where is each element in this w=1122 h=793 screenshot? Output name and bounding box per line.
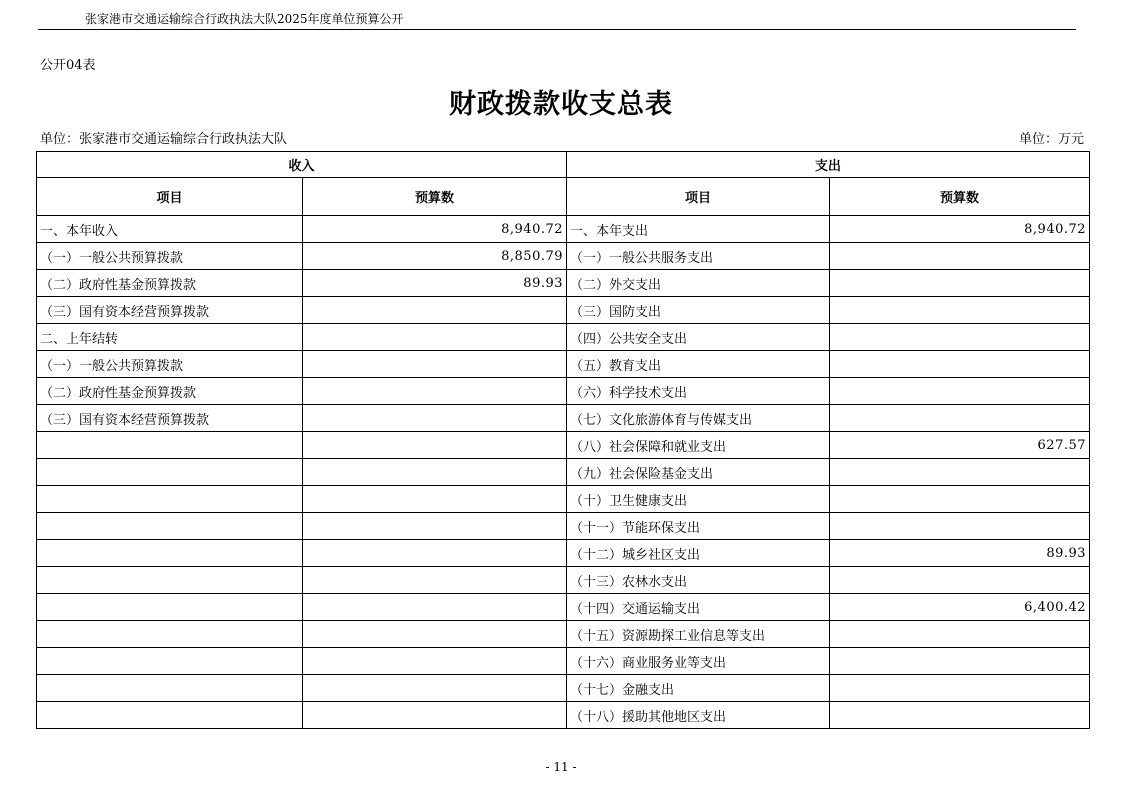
income-value-cell: 8,850.79 xyxy=(303,243,567,270)
expense-value-cell xyxy=(830,243,1090,270)
table-row xyxy=(37,297,1090,324)
income-value-cell xyxy=(303,432,567,459)
expense-value-cell: 6,400.42 xyxy=(830,594,1090,621)
income-value-cell: 89.93 xyxy=(303,270,567,297)
table-row xyxy=(37,567,1090,594)
table-row xyxy=(37,324,1090,351)
income-value-cell xyxy=(303,486,567,513)
expense-value-cell xyxy=(830,270,1090,297)
table-row xyxy=(37,432,1090,459)
income-item-cell xyxy=(37,432,303,459)
income-value-cell xyxy=(303,567,567,594)
expense-budget-header: 预算数 xyxy=(830,178,1090,216)
table-row xyxy=(37,270,1090,297)
expense-item-cell: （十八）援助其他地区支出 xyxy=(567,702,830,729)
expense-item-cell: （七）文化旅游体育与传媒支出 xyxy=(567,405,830,432)
expense-item-cell: （十五）资源勘探工业信息等支出 xyxy=(567,621,830,648)
income-value-cell xyxy=(303,378,567,405)
income-value-cell xyxy=(303,459,567,486)
header-text: 张家港市交通运输综合行政执法大队2025年度单位预算公开 xyxy=(85,12,404,26)
unit-label-currency: 单位：万元 xyxy=(1018,132,1084,147)
expense-item-cell: （十二）城乡社区支出 xyxy=(567,540,830,567)
expense-value-cell xyxy=(830,648,1090,675)
table-row xyxy=(37,540,1090,567)
income-value-cell xyxy=(303,324,567,351)
expense-value-cell xyxy=(830,324,1090,351)
expense-item-cell: （十六）商业服务业等支出 xyxy=(567,648,830,675)
table-row xyxy=(37,351,1090,378)
expense-item-cell: （四）公共安全支出 xyxy=(567,324,830,351)
expense-item-cell: （十）卫生健康支出 xyxy=(567,486,830,513)
table-row xyxy=(37,675,1090,702)
expense-item-cell: （十一）节能环保支出 xyxy=(567,513,830,540)
income-item-cell xyxy=(37,486,303,513)
income-budget-header: 预算数 xyxy=(303,178,567,216)
expense-item-cell: （三）国防支出 xyxy=(567,297,830,324)
table-row xyxy=(37,702,1090,729)
income-item-cell: （三）国有资本经营预算拨款 xyxy=(37,297,303,324)
expense-value-cell xyxy=(830,513,1090,540)
expense-group-header: 支出 xyxy=(567,152,1090,178)
table-row xyxy=(37,216,1090,243)
budget-table xyxy=(36,151,1090,729)
expense-value-cell xyxy=(830,378,1090,405)
page-header xyxy=(38,0,1076,30)
income-item-cell: （二）政府性基金预算拨款 xyxy=(37,270,303,297)
table-number: 公开04表 xyxy=(40,58,96,73)
income-value-cell xyxy=(303,351,567,378)
expense-item-cell: （一）一般公共服务支出 xyxy=(567,243,830,270)
income-item-cell xyxy=(37,702,303,729)
table-row xyxy=(37,513,1090,540)
income-item-cell xyxy=(37,540,303,567)
table-row xyxy=(37,648,1090,675)
page-number: - 11 - xyxy=(545,760,577,774)
expense-value-cell xyxy=(830,405,1090,432)
expense-item-header: 项目 xyxy=(567,178,830,216)
income-item-cell xyxy=(37,648,303,675)
expense-value-cell: 89.93 xyxy=(830,540,1090,567)
income-value-cell xyxy=(303,297,567,324)
income-value-cell xyxy=(303,513,567,540)
table-row xyxy=(37,243,1090,270)
income-value-cell xyxy=(303,405,567,432)
income-item-cell xyxy=(37,567,303,594)
income-value-cell: 8,940.72 xyxy=(303,216,567,243)
income-value-cell xyxy=(303,594,567,621)
expense-value-cell xyxy=(830,675,1090,702)
expense-value-cell xyxy=(830,702,1090,729)
table-row xyxy=(37,459,1090,486)
expense-value-cell xyxy=(830,459,1090,486)
table-group-header-row xyxy=(37,152,1090,178)
expense-item-cell: （十四）交通运输支出 xyxy=(567,594,830,621)
income-item-cell xyxy=(37,594,303,621)
expense-value-cell xyxy=(830,621,1090,648)
income-item-cell xyxy=(37,513,303,540)
expense-item-cell: （八）社会保障和就业支出 xyxy=(567,432,830,459)
income-item-cell: 二、上年结转 xyxy=(37,324,303,351)
income-value-cell xyxy=(303,648,567,675)
income-value-cell xyxy=(303,621,567,648)
income-item-cell xyxy=(37,675,303,702)
expense-value-cell xyxy=(830,567,1090,594)
expense-item-cell: （十三）农林水支出 xyxy=(567,567,830,594)
income-value-cell xyxy=(303,540,567,567)
income-item-cell xyxy=(37,459,303,486)
income-item-cell: （二）政府性基金预算拨款 xyxy=(37,378,303,405)
expense-value-cell: 627.57 xyxy=(830,432,1090,459)
income-group-header: 收入 xyxy=(37,152,567,178)
table-row xyxy=(37,594,1090,621)
table-row xyxy=(37,486,1090,513)
expense-item-cell: （十七）金融支出 xyxy=(567,675,830,702)
income-item-header: 项目 xyxy=(37,178,303,216)
expense-item-cell: （二）外交支出 xyxy=(567,270,830,297)
expense-item-cell: （九）社会保险基金支出 xyxy=(567,459,830,486)
page-title: 财政拨款收支总表 xyxy=(449,89,673,120)
table-row xyxy=(37,378,1090,405)
income-item-cell: 一、本年收入 xyxy=(37,216,303,243)
expense-item-cell: 一、本年支出 xyxy=(567,216,830,243)
income-value-cell xyxy=(303,702,567,729)
expense-value-cell xyxy=(830,486,1090,513)
table-column-header-row xyxy=(37,178,1090,216)
income-item-cell: （一）一般公共预算拨款 xyxy=(37,243,303,270)
expense-item-cell: （五）教育支出 xyxy=(567,351,830,378)
expense-value-cell xyxy=(830,297,1090,324)
income-item-cell: （一）一般公共预算拨款 xyxy=(37,351,303,378)
unit-label-organization: 单位：张家港市交通运输综合行政执法大队 xyxy=(40,132,288,147)
income-item-cell: （三）国有资本经营预算拨款 xyxy=(37,405,303,432)
table-body xyxy=(37,216,1090,729)
income-value-cell xyxy=(303,675,567,702)
table-row xyxy=(37,621,1090,648)
expense-item-cell: （六）科学技术支出 xyxy=(567,378,830,405)
expense-value-cell xyxy=(830,351,1090,378)
expense-value-cell: 8,940.72 xyxy=(830,216,1090,243)
income-item-cell xyxy=(37,621,303,648)
table-row xyxy=(37,405,1090,432)
